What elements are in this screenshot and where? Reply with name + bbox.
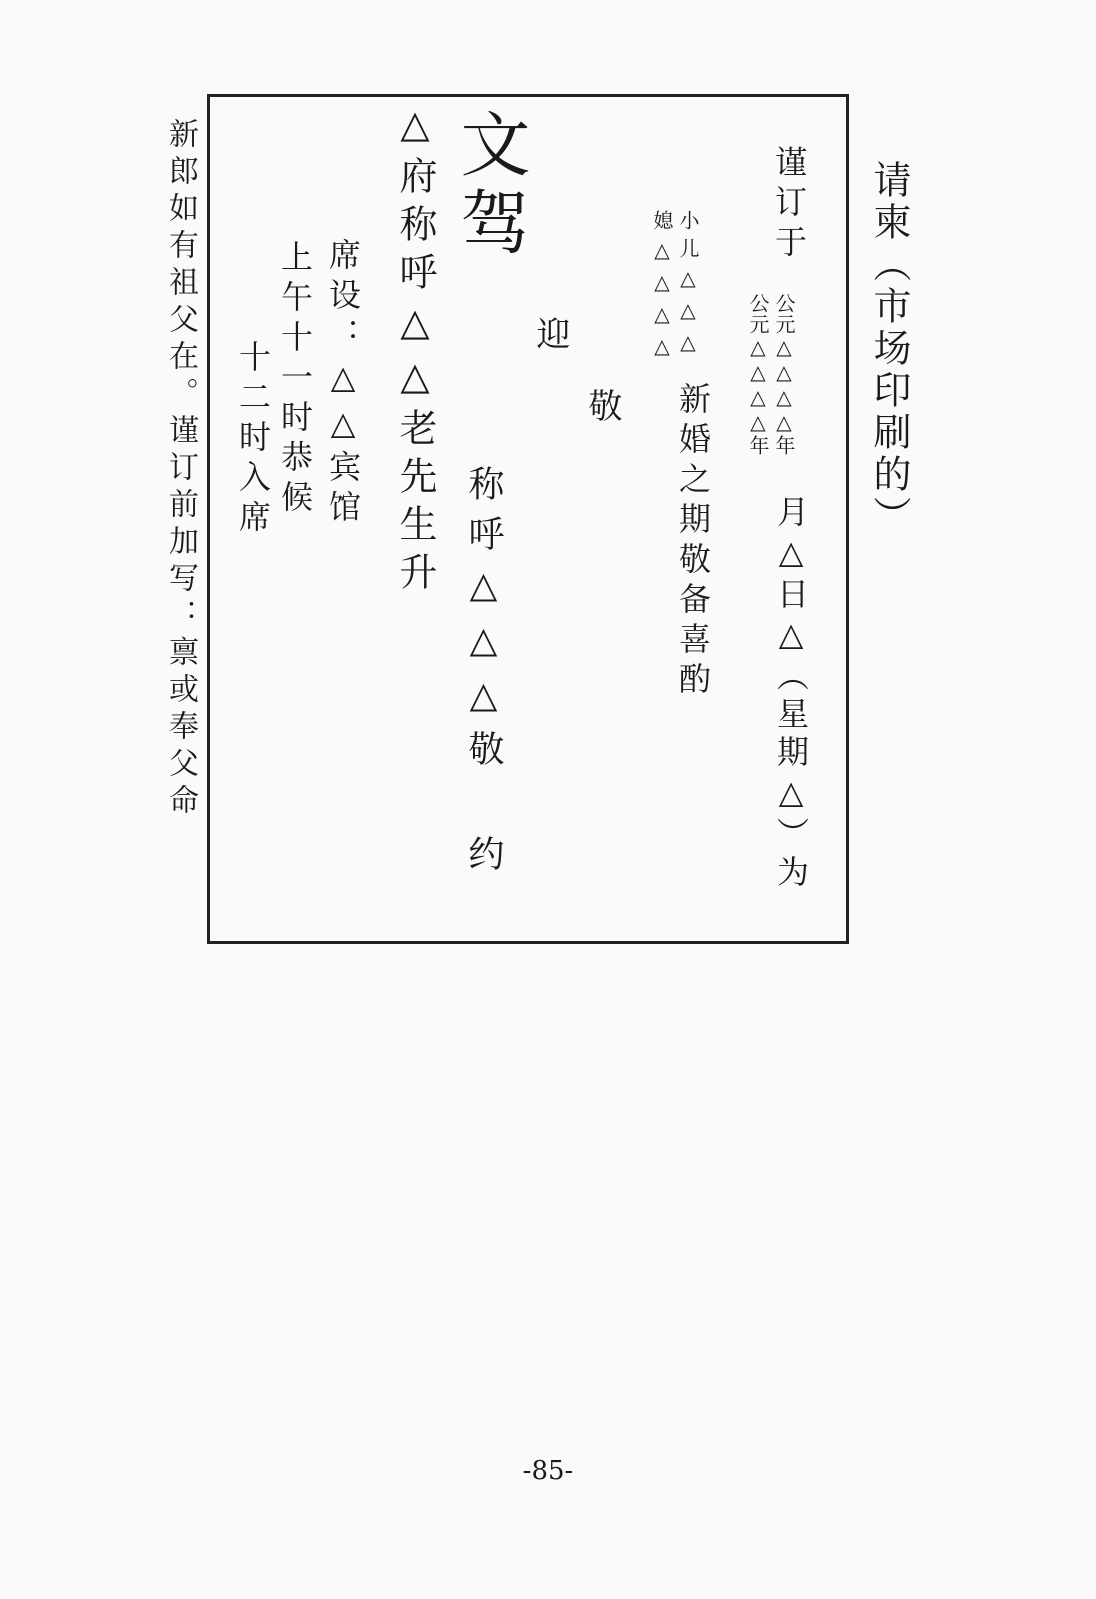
respect-text: 敬 (582, 388, 622, 422)
sons-names: 小儿△△△ (676, 210, 700, 362)
addressee-text: △府称呼△△老先生升 (393, 102, 437, 600)
daughter-in-law-names: 媳△△△△ (650, 210, 674, 366)
signature-text: 称呼△△△敬 约 (463, 465, 504, 885)
page-number: -85- (522, 1456, 574, 1486)
names-block (652, 210, 698, 366)
date-line-a: 公元△△△△年 (772, 293, 796, 456)
addressee-big-text: 文驾 (449, 108, 531, 264)
page-title: 请柬（市场印刷的） (867, 160, 911, 538)
welcome-text: 迎 (530, 316, 570, 350)
venue-text: 席设：△△宾馆 (324, 238, 362, 530)
date-line-b: 公元△△△△年 (746, 293, 770, 456)
time-text-a: 上午十一时恭候 (276, 240, 314, 520)
occasion-text: 新婚之期敬备喜酌 (674, 382, 712, 702)
time-text-b: 十二时入席 (234, 340, 272, 540)
intro-text: 谨订于 (770, 145, 808, 265)
date-line-c: 月△日△（星期△）为 (772, 495, 810, 893)
side-note: 新郎如有祖父在。谨订前加写：禀或奉父命 (163, 118, 198, 821)
date-block (748, 293, 794, 456)
